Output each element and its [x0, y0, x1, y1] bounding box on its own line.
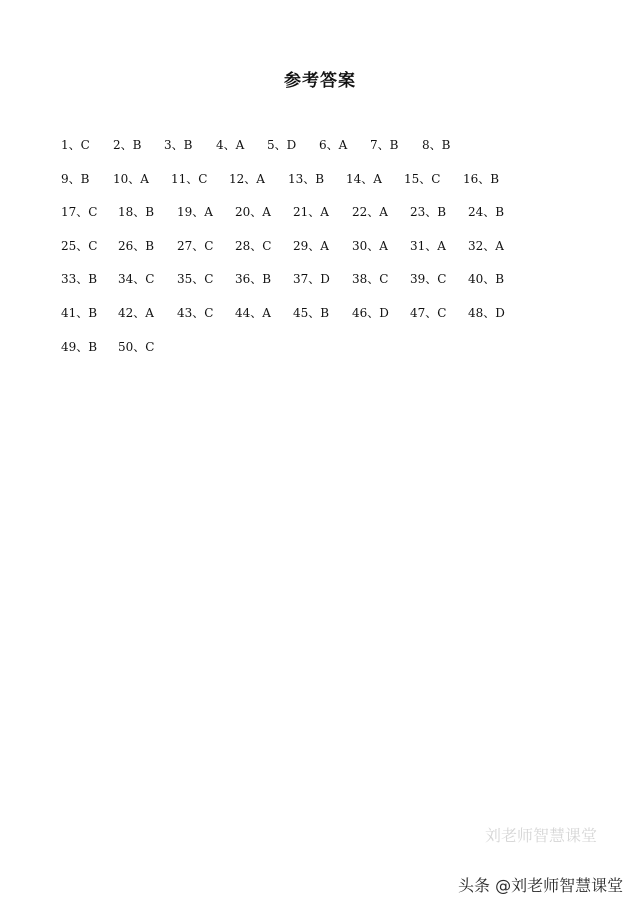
- answer-item: 24、B: [468, 205, 505, 220]
- answer-item: 22、A: [352, 205, 388, 220]
- answer-row: [61, 270, 581, 304]
- answer-item: 48、D: [468, 305, 505, 320]
- answer-item: 34、C: [118, 272, 155, 287]
- answer-item: 38、C: [352, 272, 389, 287]
- answer-item: 7、B: [370, 138, 399, 152]
- answer-grid: [61, 136, 581, 371]
- answer-item: 9、B: [61, 171, 90, 186]
- answer-row: [61, 203, 581, 237]
- answer-item: 49、B: [61, 339, 98, 354]
- answer-row: [61, 304, 581, 338]
- answer-item: 27、C: [177, 238, 214, 253]
- answer-item: 19、A: [177, 205, 213, 220]
- answer-item: 33、B: [61, 272, 98, 287]
- answer-item: 37、D: [293, 272, 330, 287]
- answer-item: 11、C: [171, 171, 208, 186]
- answer-item: 40、B: [468, 272, 505, 287]
- answer-item: 14、A: [346, 171, 382, 186]
- answer-item: 44、A: [235, 305, 271, 320]
- answer-item: 16、B: [463, 171, 500, 186]
- page-title: 参考答案: [284, 71, 356, 91]
- answer-row: [61, 170, 581, 204]
- answer-item: 29、A: [293, 238, 329, 253]
- answer-item: 21、A: [293, 205, 329, 220]
- answer-row: [61, 136, 581, 170]
- answer-item: 28、C: [235, 238, 272, 253]
- answer-item: 8、B: [422, 138, 451, 152]
- answer-item: 4、A: [216, 138, 245, 152]
- answer-item: 20、A: [235, 205, 271, 220]
- answer-item: 10、A: [113, 171, 149, 186]
- answer-item: 17、C: [61, 205, 98, 220]
- answer-item: 32、A: [468, 238, 504, 253]
- answer-item: 50、C: [118, 339, 155, 354]
- answer-item: 46、D: [352, 305, 389, 320]
- footer-watermark: 头条 @刘老师智慧课堂: [458, 876, 624, 895]
- answer-item: 23、B: [410, 205, 447, 220]
- answer-item: 31、A: [410, 238, 446, 253]
- answer-item: 18、B: [118, 205, 155, 220]
- answer-item: 5、D: [267, 138, 297, 152]
- answer-item: 35、C: [177, 272, 214, 287]
- answer-item: 12、A: [229, 171, 265, 186]
- answer-item: 39、C: [410, 272, 447, 287]
- answer-item: 41、B: [61, 305, 98, 320]
- answer-item: 30、A: [352, 238, 388, 253]
- answer-row: [61, 237, 581, 271]
- answer-row: [61, 338, 581, 372]
- answer-item: 42、A: [118, 305, 154, 320]
- answer-item: 36、B: [235, 272, 272, 287]
- answer-item: 47、C: [410, 305, 447, 320]
- answer-item: 15、C: [404, 171, 441, 186]
- watermark-text: 刘老师智慧课堂: [485, 826, 598, 845]
- answer-item: 26、B: [118, 238, 155, 253]
- answer-item: 2、B: [113, 138, 142, 152]
- answer-item: 43、C: [177, 305, 214, 320]
- answer-item: 13、B: [288, 171, 325, 186]
- answer-item: 6、A: [319, 138, 348, 152]
- answer-item: 3、B: [164, 138, 193, 152]
- answer-item: 1、C: [61, 138, 90, 152]
- answer-item: 45、B: [293, 305, 330, 320]
- answer-item: 25、C: [61, 238, 98, 253]
